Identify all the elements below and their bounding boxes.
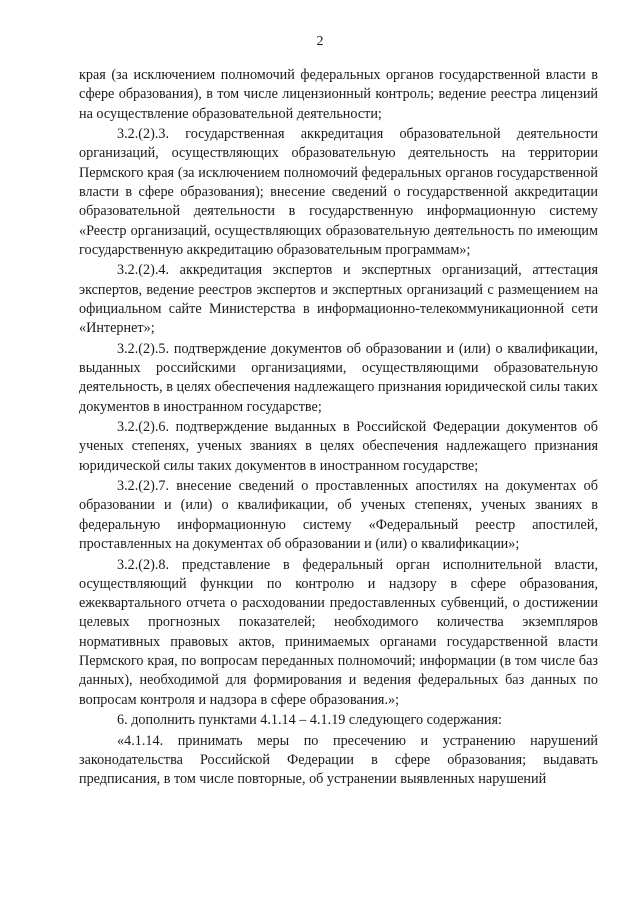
- page-number: 2: [316, 34, 324, 49]
- paragraph-3-2-2-4: 3.2.(2).4. аккредитация экспертов и экспертных организаций, аттестация экспертов, ведение реестров экспертов и экспертных организаций с размещением на официальном сайте Министерства в информационно-телекоммуникационной сети «Интернет»;: [79, 262, 598, 337]
- paragraph-3-2-2-7: 3.2.(2).7. внесение сведений о проставленных апостилях на документах об образовании и (или) о квалификации, об ученых степенях, ученых званиях в федеральную информационную систему «Федеральный реестр апостилей, проставленных на документах об образовании и (или) о квалификации»;: [79, 478, 598, 553]
- paragraph-continuation: края (за исключением полномочий федеральных органов государственной власти в сфере образования), в том числе лицензионный контроль; ведение реестра лицензий на осуществление образовательной деятельности;: [79, 67, 598, 122]
- document-body: [79, 66, 598, 789]
- paragraph-3-2-2-6: 3.2.(2).6. подтверждение выданных в Российской Федерации документов об ученых степенях, ученых званиях в целях обеспечения надлежащего признания юридической силы таких документов в иностранном государстве;: [79, 419, 598, 474]
- paragraph-item-6: 6. дополнить пунктами 4.1.14 – 4.1.19 следующего содержания:: [117, 712, 502, 729]
- paragraph-4-1-14: «4.1.14. принимать меры по пресечению и устранению нарушений законодательства Российской Федерации в сфере образования; выдавать предписания, в том числе повторные, об устранении выявленных нарушений: [79, 732, 598, 788]
- paragraph-3-2-2-8: 3.2.(2).8. представление в федеральный орган исполнительной власти, осуществляющий функции по контролю и надзору в сфере образования, ежеквартального отчета о расходовании предоставленных субвенций, о достижении целевых прогнозных показателей; необходимого количества экземпляров нормативных правовых актов, принимаемых органами государственной власти Пермского края, по вопросам переданных полномочий; информации (в том числе баз данных), необходимой для формирования и ведения федеральных баз данных по вопросам контроля и надзора в сфере образования.»;: [79, 556, 598, 708]
- paragraph-3-2-2-5: 3.2.(2).5. подтверждение документов об образовании и (или) о квалификации, выданных российскими организациями, осуществляющими образовательную деятельность, в целях обеспечения надлежащего признания юридической силы таких документов в иностранном государстве;: [79, 340, 598, 415]
- paragraph-3-2-2-3: 3.2.(2).3. государственная аккредитация образовательной деятельности организаций, осуществляющих образовательную деятельность на территории Пермского края (за исключением полномочий федеральных органов государственной власти в сфере образования); внесение сведений о государственной аккредитации образовательной деятельности в государственную информационную систему «Реестр организаций, осуществляющих образовательную деятельность по имеющим государственную аккредитацию образовательным программам»;: [79, 126, 598, 258]
